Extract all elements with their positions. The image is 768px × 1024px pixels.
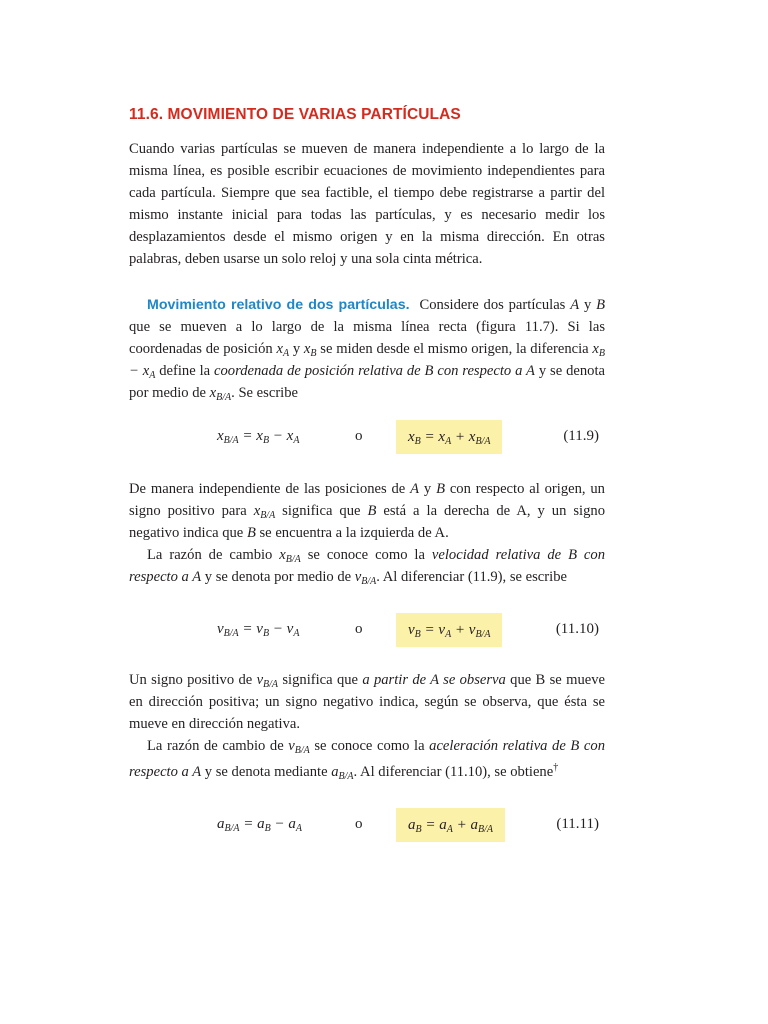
math-var: x [253, 503, 261, 520]
text-run: que se mueven a lo largo de la misma línea recta (figura 11.7). Si las coordenadas de posición [129, 318, 605, 357]
math-var: x [279, 547, 286, 564]
math-subscript: B/A [294, 744, 310, 756]
text-run: se conoce como la [300, 547, 432, 564]
emphasis-text: coordenada de posición relativa de B con respecto a A [214, 362, 535, 379]
text-run: y se denota por medio de [201, 569, 355, 586]
text-run: y [579, 296, 597, 313]
math-var: − x [129, 362, 150, 379]
math-var: x [276, 340, 283, 357]
text-run: . Al diferenciar (11.9), se escribe [376, 569, 567, 586]
page-content [129, 106, 605, 844]
text-run: . Se escribe [231, 384, 299, 401]
text-run: se miden desde el mismo origen, la diferencia [316, 340, 593, 357]
math-var: B [367, 503, 377, 520]
text-run: . Al diferenciar (11.10), se obtiene [353, 763, 554, 780]
math-var: v [256, 671, 264, 688]
text-run: La razón de cambio de [147, 737, 289, 754]
math-subscript: A [282, 347, 290, 359]
section-title-text: MOVIMIENTO DE VARIAS PARTÍCULAS [167, 106, 461, 123]
math-var: B [596, 296, 606, 313]
intro-paragraph: Cuando varias partículas se mueven de manera independiente a lo largo de la misma línea, es posible escribir ecuaciones de movimiento independientes para cada partícula. Siempre que sea factible, el tiempo debe registrarse a partir del mismo instante inicial para todas las partículas, y es necesario medir los desplazamientos desde el mismo origen y en la misma dirección. En otras palabras, deben usarse un solo reloj y una sola cinta métrica. [129, 141, 605, 268]
math-var: A [410, 481, 420, 498]
equation-number: (11.11) [556, 815, 599, 832]
math-subscript: B/A [361, 576, 377, 588]
math-var: a [331, 763, 339, 780]
equation-or: o [355, 620, 363, 637]
equation-11-10 [129, 613, 605, 649]
equation-left: $x_{B/A} = x_B - x_A$ [217, 428, 300, 447]
text-run: y se denota mediante [201, 763, 332, 780]
text-run: La razón de cambio [147, 547, 280, 564]
equation-left: $v_{B/A} = v_B - v_A$ [217, 620, 300, 639]
math-subscript: B/A [216, 391, 232, 403]
math-var: B [246, 525, 256, 542]
math-var: A [570, 296, 580, 313]
math-var: v [354, 569, 362, 586]
relative-motion-heading: Movimiento relativo de dos partículas. [147, 296, 410, 313]
relative-velocity-paragraph [129, 544, 605, 588]
text-run: significa que [278, 671, 363, 688]
emphasis-text: a partir de A se observa [362, 671, 506, 688]
math-var: B [436, 481, 445, 498]
equation-number: (11.10) [555, 620, 599, 637]
text-run: que B se mueve en dirección positiva; un signo negativo indica, según se observa, que ésta se mueve en dirección negativa. [129, 671, 605, 732]
equation-number: (11.9) [563, 428, 599, 445]
equation-or: o [355, 815, 363, 832]
text-run: define la [155, 362, 215, 379]
text-run: se encuentra a la izquierda de A. [255, 525, 449, 542]
equation-highlight-box: $v_B = v_A + v_{B/A}$ [396, 613, 502, 647]
section-number: 11.6. [129, 106, 164, 123]
math-subscript: B/A [338, 770, 354, 782]
equation-11-11 [129, 808, 605, 844]
equation-highlight-box: $x_B = x_A + x_{B/A}$ [396, 420, 502, 454]
emphasis-text: aceleración relativa de B con respecto a A [129, 737, 605, 780]
math-subscript: B/A [260, 510, 276, 522]
emphasis-text: velocidad relativa de B con respecto a A [129, 547, 605, 586]
math-subscript: B/A [285, 554, 301, 566]
equation-11-9 [129, 420, 605, 456]
text-run: se conoce como la [309, 737, 430, 754]
footnote-dagger: † [553, 761, 559, 773]
math-var: v [288, 737, 295, 754]
text-run: con respecto al origen, un signo positivo para [129, 481, 605, 520]
velocity-sign-paragraph [129, 669, 605, 735]
math-subscript: B [310, 347, 317, 359]
text-run: Un signo positivo de [129, 671, 257, 688]
section-title [129, 106, 605, 126]
math-subscript: B/A [263, 678, 279, 690]
equation-highlight-box: $a_B = a_A + a_{B/A}$ [396, 808, 505, 842]
math-var: x [592, 340, 599, 357]
text-run: y se denota por medio de [129, 362, 605, 401]
position-sign-paragraph [129, 478, 605, 544]
text-run: está a la derecha de A, y un signo negativo indica que [129, 503, 605, 542]
math-subscript: A [149, 369, 156, 381]
text-run: Considere dos partículas [419, 296, 571, 313]
equation-or: o [355, 428, 363, 445]
text-run: De manera independiente de las posiciones de [129, 481, 411, 498]
relative-motion-paragraph [129, 294, 605, 404]
text-run: y [419, 481, 437, 498]
text-run: significa que [275, 503, 368, 520]
text-run: y [289, 340, 304, 357]
math-var: x [209, 384, 217, 401]
relative-acceleration-paragraph [129, 735, 605, 783]
math-var: x [303, 340, 311, 357]
equation-left: $a_{B/A} = a_B - a_A$ [217, 815, 302, 834]
math-subscript: B [598, 347, 605, 359]
